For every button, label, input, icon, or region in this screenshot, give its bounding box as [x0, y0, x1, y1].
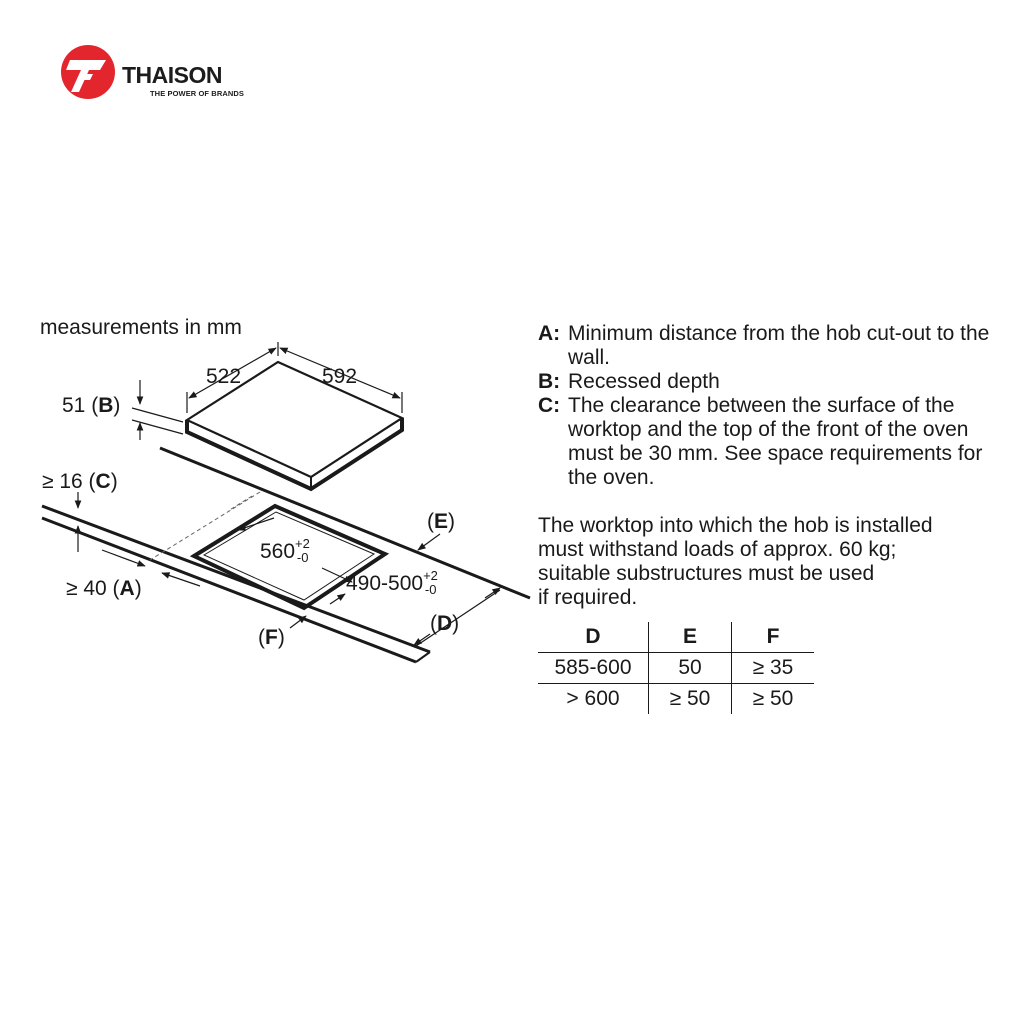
recess-dimension [132, 380, 183, 440]
legend [538, 322, 1008, 490]
load-note: The worktop into which the hob is installed must withstand loads of approx. 60 kg; suitable substructures must be used if required. [538, 514, 933, 609]
legend-key: C: [538, 394, 561, 417]
table-cell: ≥ 50 [732, 684, 815, 715]
table-cell: > 600 [538, 684, 649, 715]
table-cell: 585-600 [538, 653, 649, 684]
legend-key: B: [538, 370, 561, 393]
header-d: D [585, 625, 601, 648]
cutout-width-label [260, 536, 310, 565]
hob-width-value: 522 [206, 365, 242, 388]
recess-value: 51 [62, 394, 86, 417]
spec-table [538, 622, 814, 714]
table-cell: ≥ 50 [649, 684, 732, 715]
clearance-prefix: ≥ 16 [42, 470, 83, 493]
cutout-width-tol-plus: +2 [295, 536, 310, 551]
legend-key: A: [538, 322, 561, 345]
edge-f-label: (F) [258, 626, 285, 649]
table-cell: ≥ 35 [732, 653, 815, 684]
cutout-width-value: 560 [260, 540, 296, 563]
cutout-width-tol-minus: -0 [296, 550, 309, 565]
header-e: E [649, 622, 732, 653]
wall-distance-letter: A [119, 577, 135, 600]
brand-tagline: THE POWER OF BRANDS [150, 89, 244, 98]
edge-e-label: (E) [427, 510, 456, 533]
brand-name: THAISON [122, 62, 222, 88]
table-row [538, 653, 814, 684]
edge-d-label: (D) [430, 612, 460, 635]
edge-d-letter: D [437, 612, 453, 635]
hob-depth-value: 592 [322, 365, 358, 388]
header-f: F [732, 622, 815, 653]
recess-letter: B [98, 394, 114, 417]
cutout-depth-tol-minus: -0 [424, 582, 437, 597]
legend-text: Recessed depth [568, 370, 720, 393]
edge-e-letter: E [434, 510, 449, 533]
clearance-label: ≥ 16 (C) [42, 470, 118, 493]
legend-text: The clearance between the surface of the worktop and the top of the front of the oven must be 30 mm. See space requirements for the oven. [568, 394, 983, 489]
wall-distance-label: ≥ 40 (A) [66, 577, 142, 600]
clearance-letter: C [95, 470, 111, 493]
table-cell: 50 [649, 653, 732, 684]
edge-f-letter: F [265, 626, 278, 649]
wall-distance-prefix: ≥ 40 [66, 577, 107, 600]
cutout-depth-tol-plus: +2 [423, 568, 438, 583]
spec-table-header [538, 622, 814, 653]
cutout-depth-value: 490-500 [346, 572, 424, 595]
legend-item-b [538, 370, 1008, 394]
legend-item-a [538, 322, 1008, 370]
legend-text: Minimum distance from the hob cut-out to the wall. [568, 322, 990, 369]
table-row [538, 684, 814, 715]
legend-item-c [538, 394, 1008, 490]
units-label: measurements in mm [40, 316, 242, 339]
cutout-depth-label [346, 568, 438, 597]
recess-label: 51 (B) [62, 394, 121, 417]
